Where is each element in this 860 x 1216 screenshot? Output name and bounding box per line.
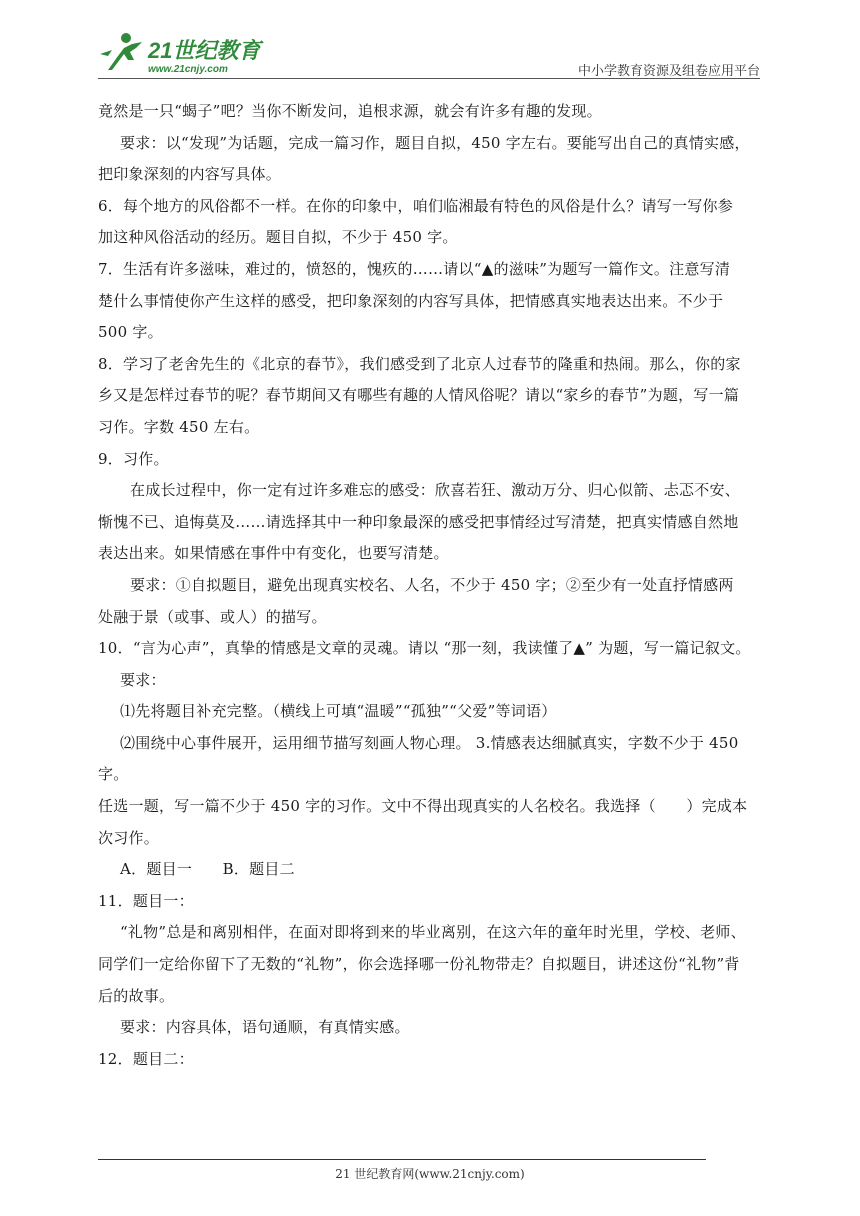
runner-icon-arm bbox=[100, 50, 112, 56]
text-line: 楚什么事情使你产生这样的感受，把印象深刻的内容写具体，把情感真实地表达出来。不少于 bbox=[98, 291, 724, 310]
text-line: 加这种风俗活动的经历。题目自拟，不少于 450 字。 bbox=[98, 228, 458, 247]
logo-text: 21世纪教育 bbox=[148, 38, 261, 63]
text-line: 处融于景（或事、或人）的描写。 bbox=[98, 607, 327, 626]
text-line: 习作。字数 450 左右。 bbox=[98, 417, 260, 436]
text-line: ⑴先将题目补充完整。（横线上可填“温暖”“孤独”“父爱”等词语） bbox=[120, 702, 557, 721]
text-line: ⑵围绕中心事件展开，运用细节描写刻画人物心理。 3.情感表达细腻真实，字数不少于 450 bbox=[120, 733, 739, 752]
text-line: 要求：内容具体，语句通顺，有真情实感。 bbox=[120, 1018, 410, 1037]
document-body bbox=[98, 96, 762, 1075]
text-line: 字。 bbox=[98, 765, 129, 784]
text-line: 9．习作。 bbox=[98, 449, 169, 468]
text-line: 要求：①自拟题目，避免出现真实校名、人名，不少于 450 字；②至少有一处直抒情感两 bbox=[130, 575, 734, 594]
text-line: 10．“言为心声”，真挚的情感是文章的灵魂。请以 “那一刻，我读懂了▲” 为题，写一篇记叙文。 bbox=[98, 639, 751, 658]
runner-icon bbox=[108, 42, 142, 70]
text-line: 表达出来。如果情感在事件中有变化，也要写清楚。 bbox=[98, 544, 449, 563]
text-line: 惭愧不已、追悔莫及……请选择其中一种印象最深的感受把事情经过写清楚，把真实情感自然地 bbox=[98, 512, 739, 531]
platform-name: 中小学教育资源及组卷应用平台 bbox=[577, 64, 760, 79]
answer-options: A．题目一 B．题目二 bbox=[120, 860, 295, 879]
logo-url: www.21cnjy.com bbox=[148, 64, 228, 75]
text-line: 11．题目一： bbox=[98, 891, 194, 910]
page-footer: 21 世纪教育网(www.21cnjy.com) bbox=[335, 1167, 525, 1181]
runner-icon-head bbox=[121, 33, 131, 43]
text-line: 要求：以“发现”为话题，完成一篇习作，题目自拟，450 字左右。要能写出自己的真情实感， bbox=[120, 133, 750, 152]
text-line: 要求： bbox=[120, 670, 166, 689]
text-line: 同学们一定给你留下了无数的“礼物”，你会选择哪一份礼物带走？自拟题目，讲述这份“礼物”背 bbox=[98, 955, 740, 974]
text-line: 后的故事。 bbox=[98, 986, 175, 1005]
text-line: 乡又是怎样过春节的呢？春节期间又有哪些有趣的人情风俗呢？请以“家乡的春节”为题，写一篇 bbox=[98, 386, 740, 405]
text-line: 8．学习了老舍先生的《北京的春节》，我们感受到了北京人过春节的隆重和热闹。那么，你的家 bbox=[98, 354, 741, 373]
text-line: 12．题目二： bbox=[98, 1049, 194, 1068]
text-line: 把印象深刻的内容写具体。 bbox=[98, 165, 282, 184]
text-line: “礼物”总是和离别相伴，在面对即将到来的毕业离别，在这六年的童年时光里，学校、老师、 bbox=[120, 923, 746, 942]
text-line: 次习作。 bbox=[98, 828, 160, 847]
footer-divider bbox=[98, 1159, 706, 1160]
text-line: 竟然是一只“蝎子”吧？当你不断发问，追根求源，就会有许多有趣的发现。 bbox=[98, 102, 602, 120]
text-line: 在成长过程中，你一定有过许多难忘的感受：欣喜若狂、激动万分、归心似箭、忐忑不安、 bbox=[130, 481, 741, 500]
logo bbox=[98, 30, 268, 76]
header-divider bbox=[98, 78, 760, 79]
text-line: 500 字。 bbox=[98, 323, 163, 342]
text-line: 任选一题，写一篇不少于 450 字的习作。文中不得出现真实的人名校名。我选择（ ）完成本 bbox=[98, 797, 748, 816]
page-header bbox=[98, 30, 760, 80]
text-line: 6．每个地方的风俗都不一样。在你的印象中，咱们临湘最有特色的风俗是什么？请写一写你参 bbox=[98, 196, 734, 215]
text-line: 7．生活有许多滋味，难过的，愤怒的，愧疚的……请以“▲的滋味”为题写一篇作文。注意写清 bbox=[98, 259, 731, 278]
